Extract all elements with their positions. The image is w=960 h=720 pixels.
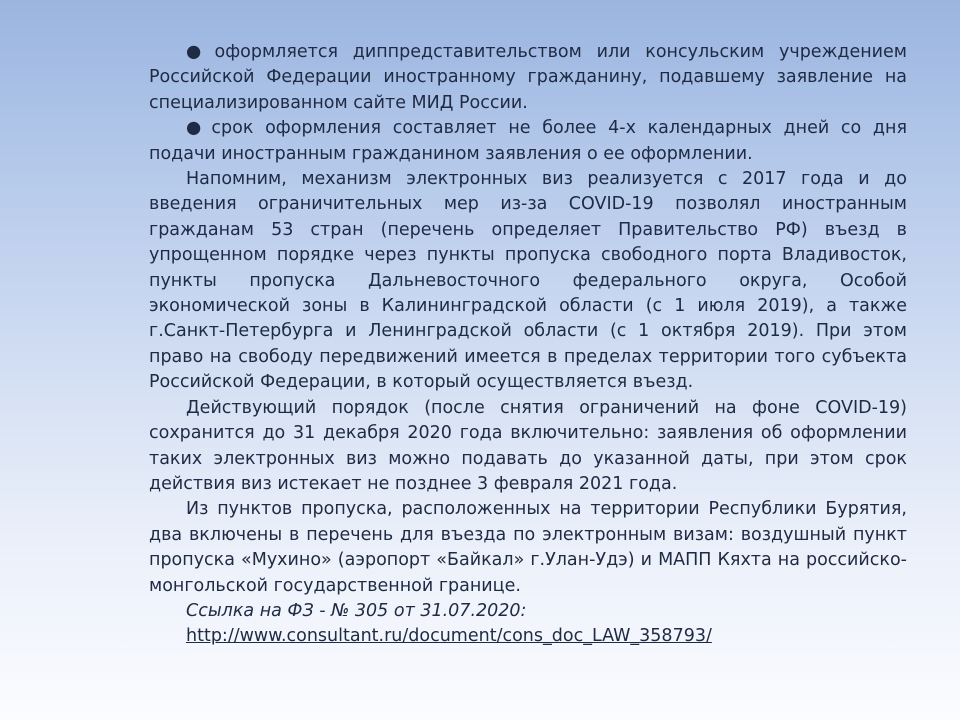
reference-link-row — [149, 624, 907, 649]
slide-text-body — [149, 40, 907, 650]
reference-link[interactable]: http://www.consultant.ru/document/cons_doc_LAW_358793/ — [186, 626, 712, 647]
body-paragraph: Действующий порядок (после снятия ограничений на фоне COVID-19) сохранится до 31 декабря 2020 года включительно: заявления об оформлении таких электронных виз можно подавать до указанной даты, при этом срок действия виз истекает не позднее 3 февраля 2021 года. — [149, 397, 907, 494]
bullet-item — [149, 40, 907, 116]
body-paragraph: Напомним, механизм электронных виз реализуется с 2017 года и до введения ограничительных мер из-за COVID-19 позволял иностранным гражданам 53 стран (перечень определяет Правительство РФ) въезд в упрощенном порядке через пункты пропуска свободного порта Владивосток, пункты пропуска Дальневосточного федерального округа, Особой экономической зоны в Калининградской области (с 1 июля 2019), а также г.Санкт-Петербурга и Ленинградской области (с 1 октября 2019). При этом право на свободу передвижений имеется в пределах территории того субъекта Российской Федерации, в который осуществляется въезд. — [149, 169, 907, 393]
reference-label: Ссылка на ФЗ - № 305 от 31.07.2020: — [186, 600, 527, 621]
bullet-icon: ● — [186, 42, 211, 62]
body-paragraph: Из пунктов пропуска, расположенных на территории Республики Бурятия, два включены в перечень для въезда по электронным визам: воздушный пункт пропуска «Мухино» (аэропорт «Байкал» г.Улан-Удэ) и МАПП Кяхта на российско-монгольской государственной границе. — [149, 499, 907, 596]
bullet-icon: ● — [186, 118, 208, 139]
bullet-item — [149, 116, 907, 167]
bullet-item-text: оформляется диппредставительством или консульским учреждением Российской Федерации иностранному гражданину, подавшему заявление на специализированном сайте МИД России. — [149, 42, 907, 113]
bullet-item-text: срок оформления составляет не более 4-х календарных дней со дня подачи иностранным гражданином заявления о ее оформлении. — [149, 118, 907, 164]
